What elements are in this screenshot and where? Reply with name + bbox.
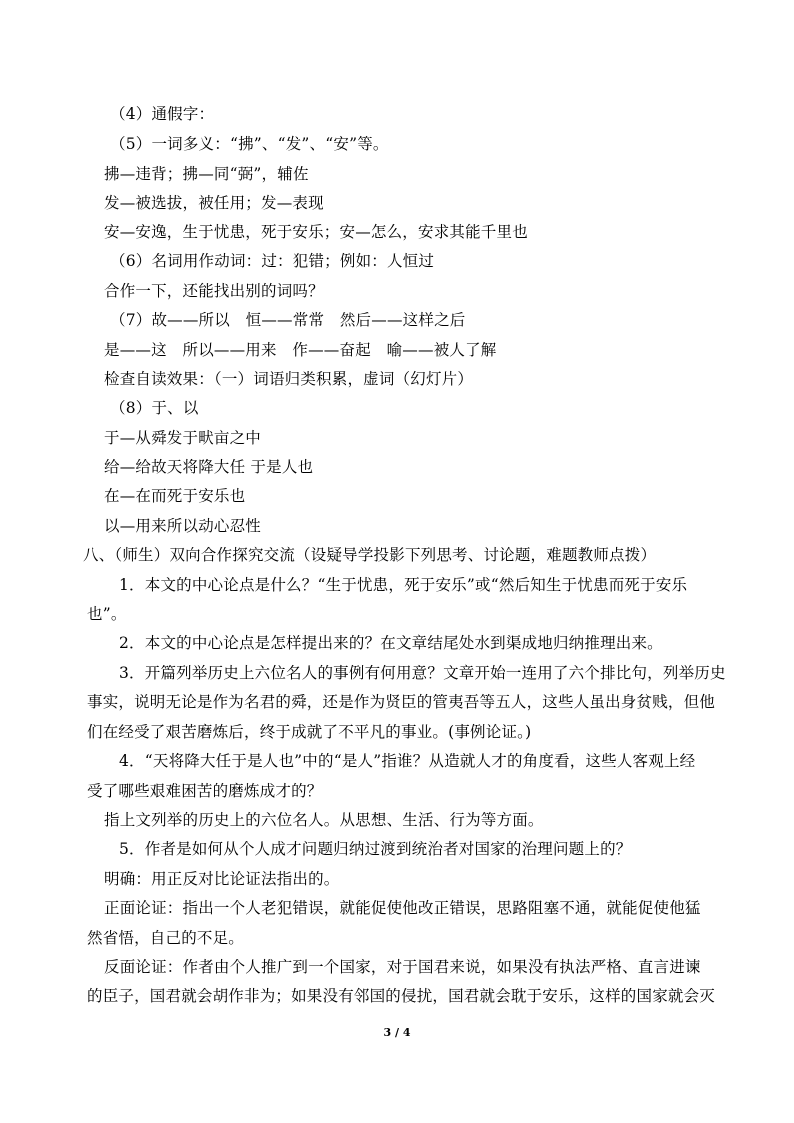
text-line: 也”。 (87, 605, 127, 623)
text-line: 的臣子，国君就会胡作非为；如果没有邻国的侵扰，国君就会耽于安乐，这样的国家就会灭 (87, 987, 716, 1005)
text-line: 指上文列举的历史上的六位名人。从思想、生活、行为等方面。 (104, 811, 544, 829)
text-line: 以—用来所以动心忍性 (104, 517, 262, 535)
text-line: 1．本文的中心论点是什么？“生于忧患，死于安乐”或“然后知生于忧患而死于安乐 (119, 576, 688, 594)
text-line: 正面论证：指出一个人老犯错误，就能促使他改正错误，思路阻塞不通，就能促使他猛 (104, 899, 701, 917)
text-line: 5．作者是如何从个人成才问题归纳过渡到统治者对国家的治理问题上的？ (119, 840, 632, 858)
text-line: 事实，说明无论是作为名君的舜，还是作为贤臣的管夷吾等五人，这些人虽出身贫贱，但他 (87, 693, 716, 711)
text-line: 合作一下，还能找出别的词吗？ (104, 282, 324, 300)
text-line: 发—被选拔，被任用；发—表现 (104, 194, 324, 212)
text-line: 3．开篇列举历史上六位名人的事例有何用意？文章开始一连用了六个排比句，列举历史 (119, 664, 726, 682)
text-line: （4）通假字： (110, 105, 215, 123)
text-line: 拂—违背；拂—同“弼”，辅佐 (104, 165, 309, 183)
text-line: （8）于、以 (110, 399, 199, 417)
text-line: （7）故——所以 恒——常常 然后——这样之后 (110, 311, 466, 329)
text-line: （6）名词用作动词：过：犯错；例如：人恒过 (110, 252, 435, 270)
text-line: 给—给故天将降大任 于是人也 (104, 458, 314, 476)
text-line: 是——这 所以——用来 作——奋起 喻——被人了解 (104, 341, 497, 359)
text-line: 们在经受了艰苦磨炼后，终于成就了不平凡的事业。(事例论证。) (87, 723, 532, 741)
text-line: 反面论证：作者由个人推广到一个国家，对于国君来说，如果没有执法严格、直言进谏 (104, 958, 701, 976)
text-line: 安—安逸，生于忧患，死于安乐；安—怎么，安求其能千里也 (104, 223, 528, 241)
section-heading: 八、（师生）双向合作探究交流（设疑导学投影下列思考、讨论题，难题教师点拨） (83, 546, 657, 564)
text-line: 在—在而死于安乐也 (104, 487, 246, 505)
page-number: 3 / 4 (383, 1026, 411, 1039)
text-line: 2．本文的中心论点是怎样提出来的？在文章结尾处水到渠成地归纳推理出来。 (119, 634, 663, 652)
text-line: 检查自读效果：（一）词语归类积累，虚词（幻灯片） (104, 370, 474, 388)
text-line: 受了哪些艰难困苦的磨炼成才的？ (87, 782, 323, 800)
text-line: 然省悟，自己的不足。 (87, 929, 245, 947)
text-line: （5）一词多义：“拂”、“发”、“安”等。 (110, 135, 389, 153)
text-line: 4．“天将降大任于是人也”中的“是人”指谁？从造就人才的角度看，这些人客观上经 (119, 752, 696, 770)
text-line: 于—从舜发于畎亩之中 (104, 429, 262, 447)
text-line: 明确：用正反对比论证法指出的。 (104, 870, 340, 888)
